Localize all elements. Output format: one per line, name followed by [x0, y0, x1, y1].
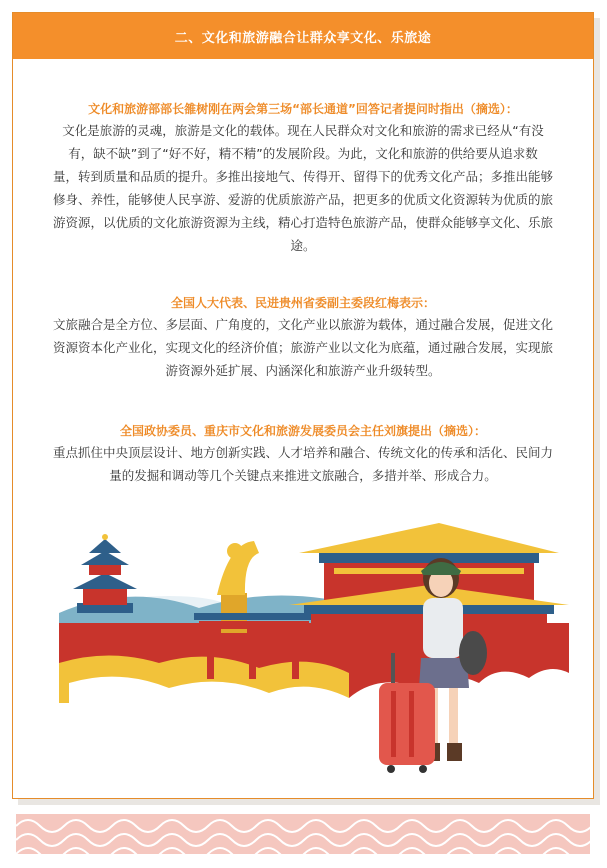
- speaker-heading: 文化和旅游部部长雒树刚在两会第三场“部长通道”回答记者提问时指出（摘选）：: [88, 102, 518, 116]
- quote-paragraph: [23, 313, 583, 382]
- text-line: 资源资本化产业化，实现文化的经济价值；旅游产业以文化为底蕴，通过融合发展，实现旅: [52, 340, 553, 355]
- quote-section: [23, 421, 583, 487]
- text-line: 重点抓住中央顶层设计、地方创新实践、人才培养和融合、传统文化的传承和活化、民间力: [52, 445, 553, 460]
- text-line: 量的发掘和调动等几个关键点来推进文旅融合，多措并举、形成合力。: [109, 468, 497, 483]
- chinese-landmarks-traveler-illustration: [49, 513, 579, 793]
- section-title: 二、文化和旅游融合让群众享文化、乐旅途: [174, 30, 432, 46]
- quote-section: [23, 99, 583, 257]
- text-line: 文化是旅游的灵魂，旅游是文化的载体。现在人民群众对文化和旅游的需求已经从“有没: [62, 123, 544, 138]
- speaker-heading: 全国人大代表、民进贵州省委副主委段红梅表示：: [170, 296, 435, 310]
- text-line: 游资源外延扩展、内涵深化和旅游产业升级转型。: [165, 363, 441, 378]
- section-header: [13, 13, 593, 59]
- text-line: 途。: [290, 238, 316, 253]
- text-line: 文旅融合是全方位、多层面、广角度的，文化产业以旅游为载体，通过融合发展，促进文化: [52, 317, 553, 332]
- text-line: 量，转到质量和品质的提升。多推出接地气、传得开、留得下的优秀文化产品；多推出能够: [52, 169, 553, 184]
- article-card: [12, 12, 594, 799]
- paifang-gate-icon: [194, 613, 314, 679]
- text-line: 有，缺不缺”到了“好不好，精不精”的发展阶段。为此，文化和旅游的供给要从追求数: [68, 146, 538, 161]
- speaker-heading: 全国政协委员、重庆市文化和旅游发展委员会主任刘旗提出（摘选）：: [119, 424, 486, 438]
- quote-paragraph: [23, 441, 583, 487]
- quote-paragraph: [23, 119, 583, 257]
- text-line: 修身、养性，能够使人民享游、爱游的优质旅游产品，把更多的优质文化资源转为优质的旅: [52, 192, 553, 207]
- text-line: 游资源，以优质的文化旅游资源为主线，精心打造特色旅游产品，使群众能够享文化、乐旅: [52, 215, 553, 230]
- wave-pattern-footer: [16, 814, 590, 854]
- quote-section: [23, 293, 583, 382]
